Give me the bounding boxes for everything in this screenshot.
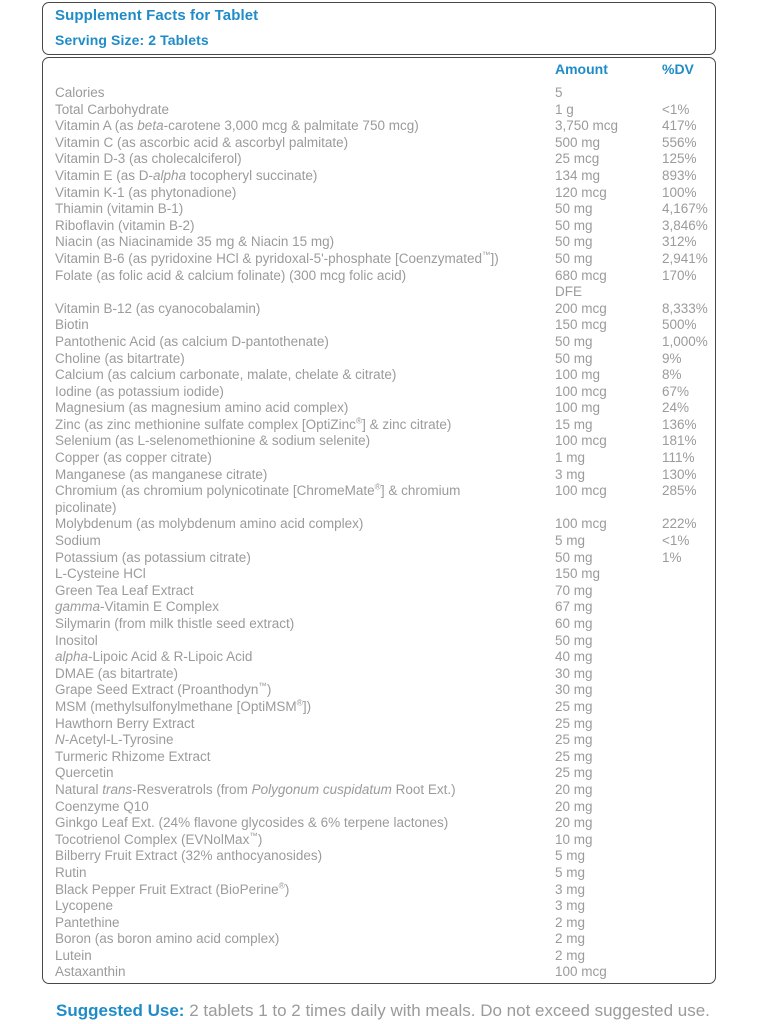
table-row: [55, 649, 711, 666]
row-amount: 50 mg: [555, 217, 593, 233]
table-row: [55, 317, 711, 334]
table-row: [55, 964, 711, 981]
row-label: Vitamin E (as D-alpha tocopheryl succinate): [55, 167, 318, 183]
row-label: Turmeric Rhizome Extract: [55, 748, 211, 764]
row-label: Thiamin (vitamin B-1): [55, 201, 184, 217]
row-amount: 100 mcg: [555, 483, 607, 499]
row-label: Copper (as copper citrate): [55, 450, 212, 466]
row-dv: 9%: [662, 350, 682, 366]
row-amount: 1 g: [555, 101, 574, 117]
row-amount: 20 mg: [555, 781, 593, 797]
row-dv: 67%: [662, 383, 690, 399]
table-row: [55, 268, 711, 301]
table-row: [55, 882, 711, 899]
row-amount: 40 mg: [555, 649, 593, 665]
table-row: [55, 102, 711, 119]
row-amount: 50 mg: [555, 632, 593, 648]
row-label: Boron (as boron amino acid complex): [55, 931, 280, 947]
row-label: Selenium (as L-selenomethionine & sodium selenite): [55, 433, 371, 449]
row-label: Biotin: [55, 317, 89, 333]
table-row: [55, 168, 711, 185]
row-amount: 2 mg: [555, 947, 586, 963]
table-row: [55, 815, 711, 832]
table-row: [55, 550, 711, 567]
row-dv: <1%: [662, 533, 690, 549]
table-row: [55, 135, 711, 152]
table-rows: [55, 85, 711, 981]
table-row: [55, 682, 711, 699]
table-row: [55, 915, 711, 932]
row-amount: 67 mg: [555, 599, 593, 615]
row-label: Calcium (as calcium carbonate, malate, chelate & citrate): [55, 367, 397, 383]
table-row: [55, 433, 711, 450]
table-row: [55, 666, 711, 683]
row-amount: 50 mg: [555, 250, 593, 266]
row-label: Vitamin B-6 (as pyridoxine HCl & pyridoxal-5'-phosphate [Coenzymated™]): [55, 249, 499, 266]
row-label: Hawthorn Berry Extract: [55, 715, 195, 731]
row-amount: 120 mcg: [555, 184, 607, 200]
row-dv: 125%: [662, 151, 697, 167]
row-label: Riboflavin (vitamin B-2): [55, 217, 195, 233]
row-label: Ginkgo Leaf Ext. (24% flavone glycosides & 6% terpene lactones): [55, 815, 449, 831]
row-label: Vitamin B-12 (as cyanocobalamin): [55, 300, 261, 316]
row-label: N-Acetyl-L-Tyrosine: [55, 732, 174, 748]
row-label: Iodine (as potassium iodide): [55, 383, 224, 399]
row-dv: 100%: [662, 184, 697, 200]
row-label: Grape Seed Extract (Proanthodyn™): [55, 680, 272, 698]
table-row: [55, 848, 711, 865]
row-label: Inositol: [55, 632, 98, 648]
row-dv: 500%: [662, 317, 697, 333]
row-dv: 1%: [662, 549, 682, 565]
row-label: Magnesium (as magnesium amino acid complex): [55, 400, 349, 416]
row-label: Green Tea Leaf Extract: [55, 582, 194, 598]
row-amount: 50 mg: [555, 333, 593, 349]
row-label: Bilberry Fruit Extract (32% anthocyanosides): [55, 848, 323, 864]
row-amount: 5 mg: [555, 848, 586, 864]
table-row: [55, 367, 711, 384]
table-row: [55, 898, 711, 915]
row-label: Natural trans-Resveratrols (from Polygonum cuspidatum Root Ext.): [55, 781, 456, 797]
row-label: Calories: [55, 85, 105, 100]
row-dv: 222%: [662, 516, 697, 532]
row-amount: 30 mg: [555, 682, 593, 698]
table-row: [55, 633, 711, 650]
row-amount: 3 mg: [555, 881, 586, 897]
column-header-dv: %DV: [662, 61, 694, 77]
row-label: Astaxanthin: [55, 964, 126, 980]
row-amount: 5 mg: [555, 864, 586, 880]
row-label: Quercetin: [55, 765, 114, 781]
row-amount: 30 mg: [555, 665, 593, 681]
panel-title: Supplement Facts for Tablet: [55, 7, 259, 24]
row-label: Chromium (as chromium polynicotinate [ChromeMate®] & chromium picolinate): [55, 481, 461, 515]
table-row: [55, 732, 711, 749]
table-row: [55, 85, 711, 102]
supplement-facts-header-box: [42, 2, 716, 55]
row-dv: 181%: [662, 433, 697, 449]
row-label: Potassium (as potassium citrate): [55, 549, 251, 565]
row-dv: 4,167%: [662, 201, 708, 217]
table-row: [55, 467, 711, 484]
row-amount: 25 mg: [555, 765, 593, 781]
row-label: alpha-Lipoic Acid & R-Lipoic Acid: [55, 649, 253, 665]
row-amount: 50 mg: [555, 549, 593, 565]
table-row: [55, 832, 711, 849]
row-label: Silymarin (from milk thistle seed extract): [55, 616, 295, 631]
row-amount: 200 mcg: [555, 300, 607, 316]
row-amount: 70 mg: [555, 582, 593, 598]
row-amount: 25 mcg: [555, 151, 600, 167]
table-row: [55, 599, 711, 616]
row-amount: 25 mg: [555, 748, 593, 764]
table-row: [55, 234, 711, 251]
row-amount: 5: [555, 85, 563, 100]
row-amount: 50 mg: [555, 350, 593, 366]
row-label: Vitamin K-1 (as phytonadione): [55, 184, 237, 200]
table-row: [55, 765, 711, 782]
row-amount: 25 mg: [555, 698, 593, 714]
row-label: Folate (as folic acid & calcium folinate) (300 mcg folic acid): [55, 267, 407, 283]
row-amount: 150 mcg: [555, 317, 607, 333]
row-label: Vitamin D-3 (as cholecalciferol): [55, 151, 242, 167]
row-dv: 170%: [662, 267, 697, 283]
row-amount: 60 mg: [555, 616, 593, 631]
row-label: Choline (as bitartrate): [55, 350, 185, 366]
row-dv: 8%: [662, 367, 682, 383]
table-row: [55, 384, 711, 401]
table-row: [55, 351, 711, 368]
row-dv: 24%: [662, 400, 690, 416]
row-label: Sodium: [55, 533, 101, 549]
row-amount: 5 mg: [555, 533, 586, 549]
table-row: [55, 583, 711, 600]
row-dv: 312%: [662, 234, 697, 250]
row-label: Pantethine: [55, 914, 120, 930]
row-amount: 100 mcg: [555, 964, 607, 980]
row-dv: 285%: [662, 483, 697, 499]
row-dv: 8,333%: [662, 300, 708, 316]
row-amount: 3 mg: [555, 898, 586, 914]
row-dv: 3,846%: [662, 217, 708, 233]
table-row: [55, 931, 711, 948]
row-label: DMAE (as bitartrate): [55, 665, 179, 681]
row-label: Manganese (as manganese citrate): [55, 466, 268, 482]
row-amount: 3,750 mcg: [555, 118, 619, 134]
row-label: Niacin (as Niacinamide 35 mg & Niacin 15 mg): [55, 234, 335, 250]
row-label: Rutin: [55, 864, 87, 880]
row-amount: 100 mg: [555, 367, 601, 383]
table-row: [55, 450, 711, 467]
row-amount: 20 mg: [555, 798, 593, 814]
row-amount: 100 mcg: [555, 516, 607, 532]
row-label: MSM (methylsulfonylmethane [OptiMSM®]): [55, 697, 312, 714]
table-row: [55, 201, 711, 218]
serving-size: Serving Size: 2 Tablets: [55, 32, 209, 48]
row-label: Coenzyme Q10: [55, 798, 149, 814]
table-row: [55, 218, 711, 235]
table-row: [55, 301, 711, 318]
row-amount: 680 mcg DFE: [555, 267, 607, 300]
table-row: [55, 118, 711, 135]
row-amount: 25 mg: [555, 715, 593, 731]
table-row: [55, 616, 711, 633]
row-amount: 50 mg: [555, 234, 593, 250]
row-amount: 100 mg: [555, 400, 601, 416]
row-label: Black Pepper Fruit Extract (BioPerine®): [55, 880, 290, 897]
row-label: Vitamin C (as ascorbic acid & ascorbyl palmitate): [55, 134, 349, 150]
row-dv: 136%: [662, 416, 697, 432]
row-label: Total Carbohydrate: [55, 101, 170, 117]
row-amount: 25 mg: [555, 732, 593, 748]
row-amount: 2 mg: [555, 931, 586, 947]
table-row: [55, 400, 711, 417]
table-row: [55, 483, 711, 516]
table-row: [55, 699, 711, 716]
row-label: gamma-Vitamin E Complex: [55, 599, 220, 615]
supplement-facts-table: [42, 57, 716, 984]
table-row: [55, 251, 711, 268]
row-amount: 150 mg: [555, 566, 601, 582]
row-dv: 2,941%: [662, 250, 708, 266]
row-label: Zinc (as zinc methionine sulfate complex [OptiZinc®] & zinc citrate): [55, 415, 452, 432]
row-amount: 500 mg: [555, 134, 601, 150]
row-label: Molybdenum (as molybdenum amino acid complex): [55, 516, 364, 532]
table-row: [55, 799, 711, 816]
table-row: [55, 185, 711, 202]
row-dv: <1%: [662, 101, 690, 117]
column-header-amount: Amount: [555, 61, 608, 77]
row-amount: 100 mcg: [555, 433, 607, 449]
row-amount: 15 mg: [555, 416, 593, 432]
row-amount: 134 mg: [555, 167, 601, 183]
table-row: [55, 865, 711, 882]
row-dv: 556%: [662, 134, 697, 150]
table-row: [55, 716, 711, 733]
row-amount: 20 mg: [555, 815, 593, 831]
row-dv: 1,000%: [662, 333, 708, 349]
row-amount: 10 mg: [555, 831, 593, 847]
row-amount: 1 mg: [555, 450, 586, 466]
row-label: Pantothenic Acid (as calcium D-pantothenate): [55, 333, 329, 349]
table-row: [55, 334, 711, 351]
row-dv: 130%: [662, 466, 697, 482]
row-label: Lycopene: [55, 898, 114, 914]
suggested-use-text: 2 tablets 1 to 2 times daily with meals. Do not exceed suggested use.: [184, 1001, 710, 1020]
table-row: [55, 533, 711, 550]
row-label: Tocotrienol Complex (EVNolMax™): [55, 830, 263, 847]
row-dv: 417%: [662, 118, 697, 134]
row-label: Lutein: [55, 947, 92, 963]
table-row: [55, 566, 711, 583]
row-amount: 100 mcg: [555, 383, 607, 399]
table-row: [55, 417, 711, 434]
row-amount: 50 mg: [555, 201, 593, 217]
row-amount: 3 mg: [555, 466, 586, 482]
table-row: [55, 151, 711, 168]
row-dv: 111%: [662, 450, 695, 466]
table-row: [55, 948, 711, 965]
row-label: Vitamin A (as beta-carotene 3,000 mcg & palmitate 750 mcg): [55, 118, 419, 134]
table-row: [55, 516, 711, 533]
row-label: L-Cysteine HCl: [55, 566, 146, 582]
table-row: [55, 749, 711, 766]
table-row: [55, 782, 711, 799]
suggested-use: [56, 1000, 710, 1022]
row-dv: 893%: [662, 167, 697, 183]
row-amount: 2 mg: [555, 914, 586, 930]
suggested-use-label: Suggested Use:: [56, 1001, 185, 1020]
